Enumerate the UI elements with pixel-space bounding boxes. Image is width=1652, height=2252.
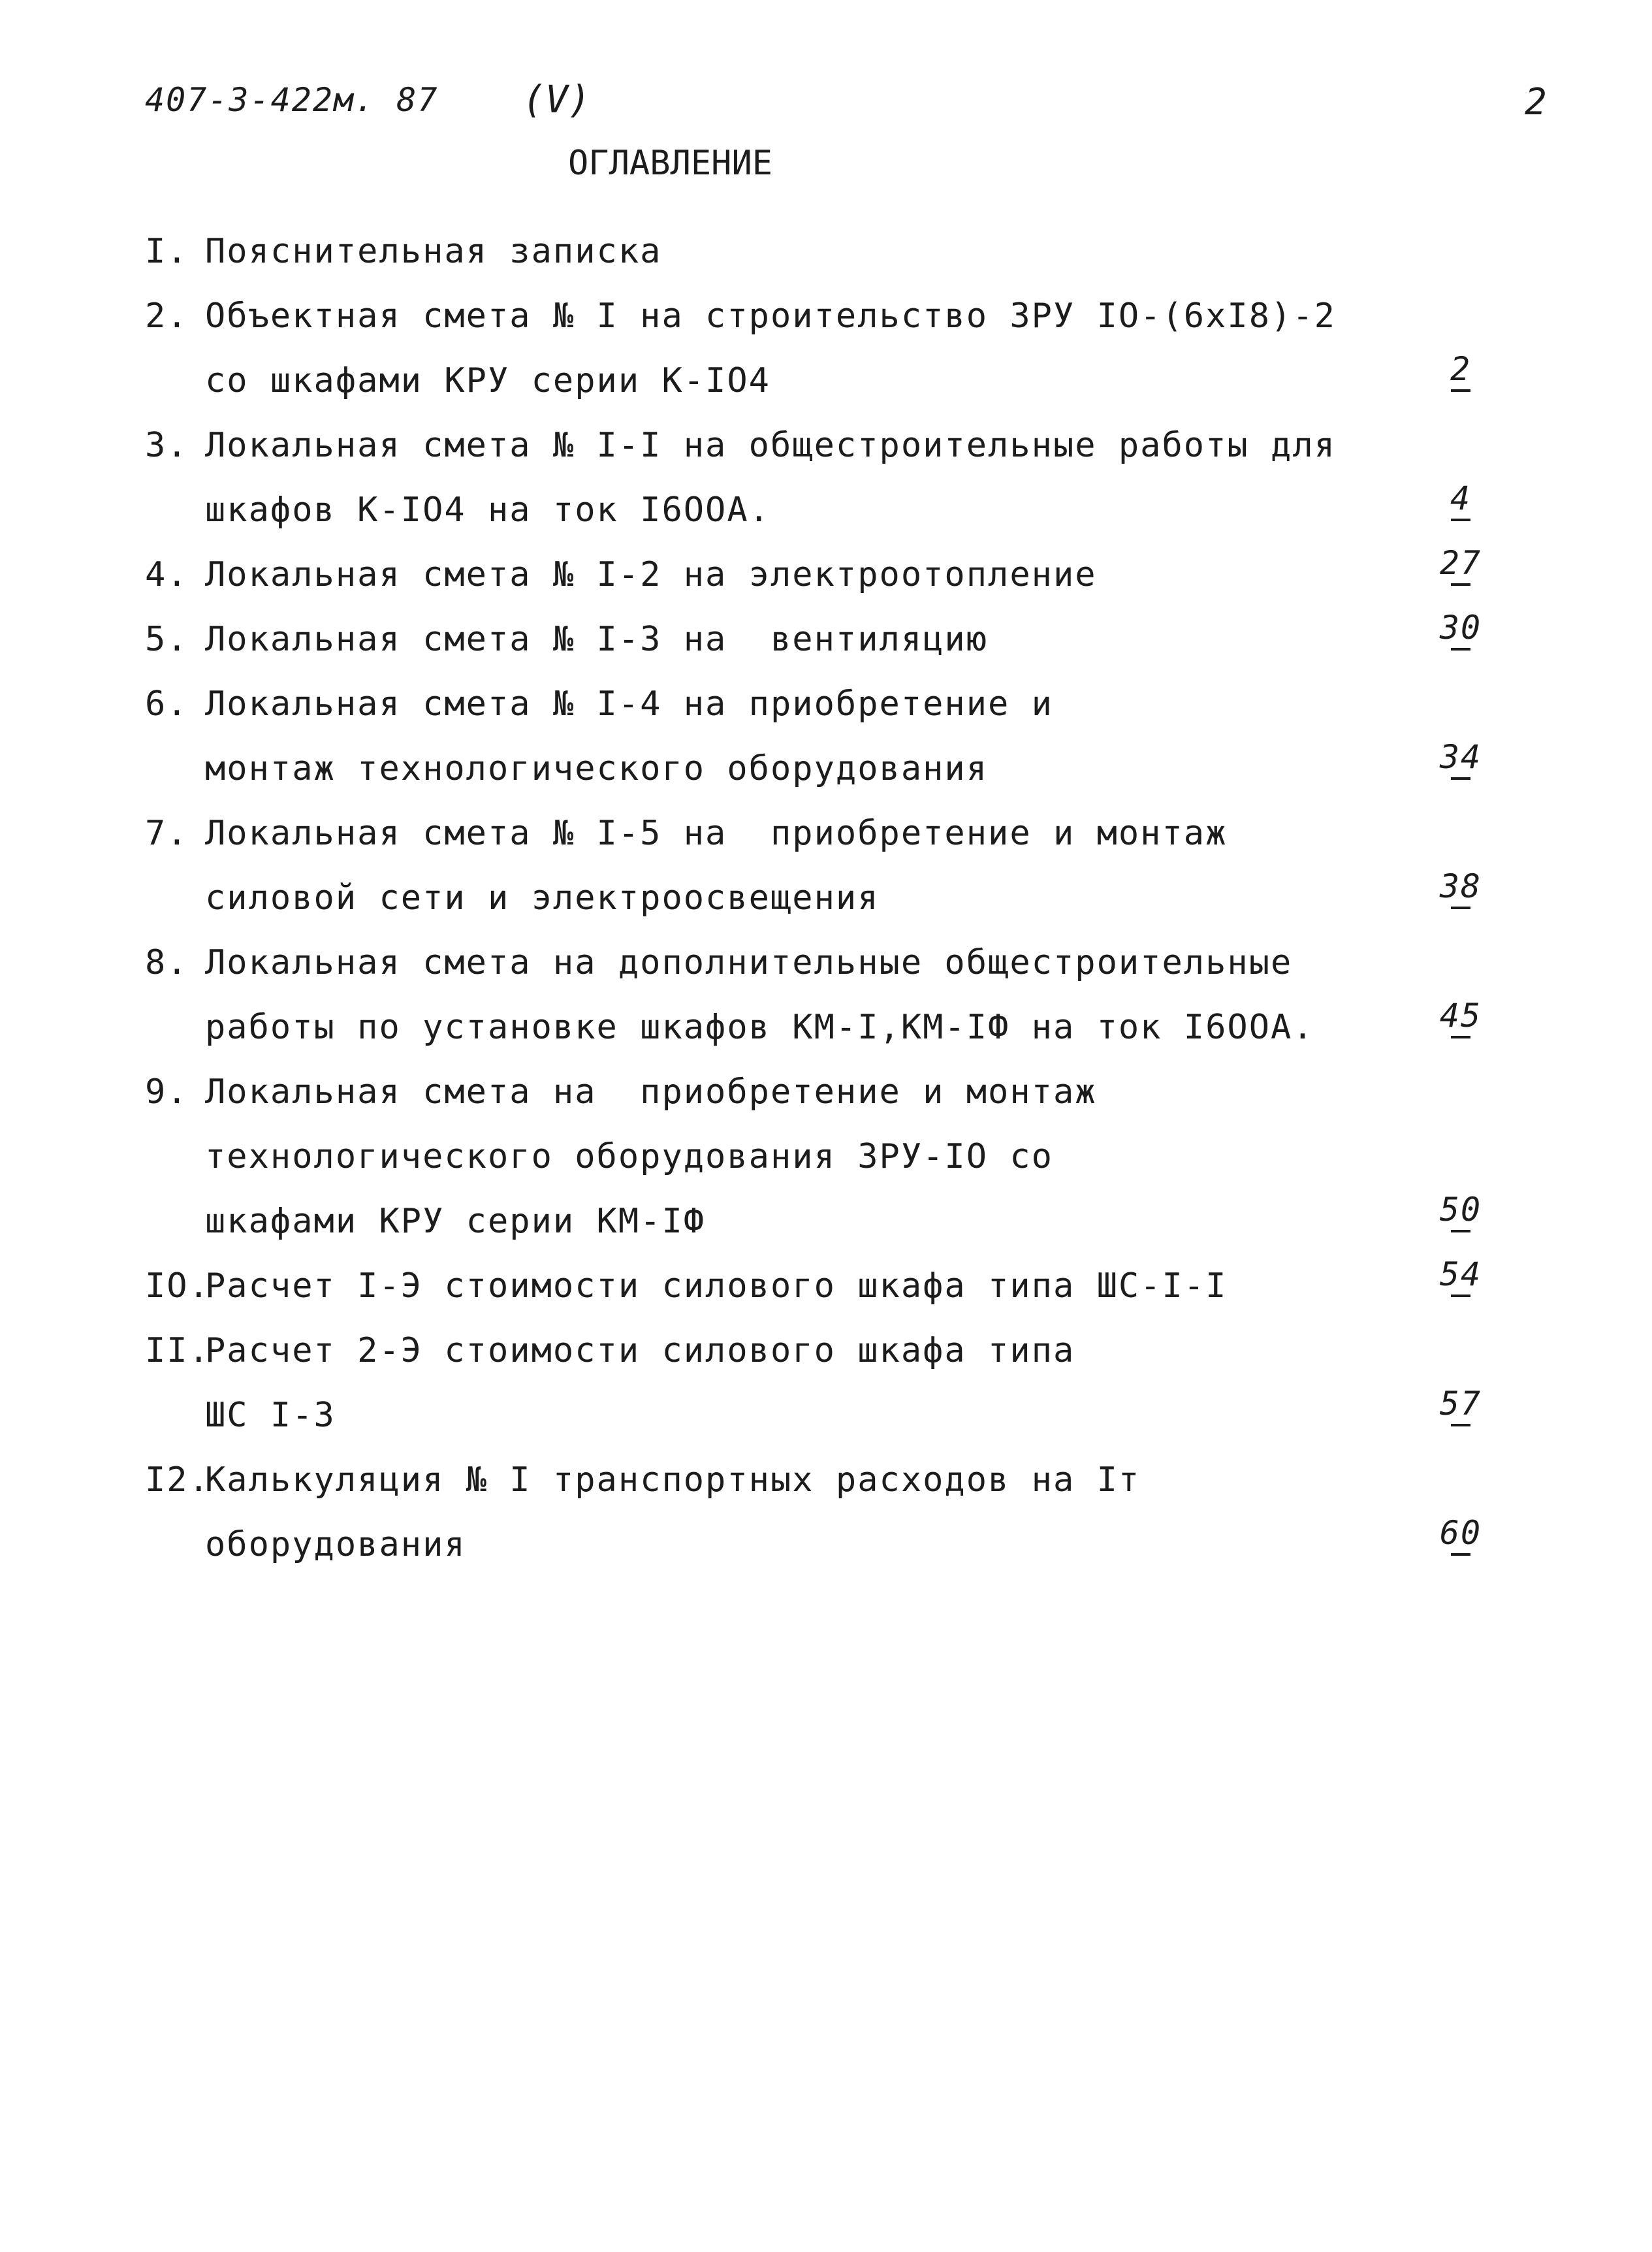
toc-entry-number: 6. (145, 684, 189, 724)
toc-entry-text: Локальная смета № I-3 на вентиляцию (205, 620, 989, 659)
toc-entry (145, 413, 1490, 543)
toc-entry-text: шкафов К-IO4 на ток I6OOA. (205, 491, 770, 530)
toc-entry (145, 284, 1490, 413)
toc-entry-text: Расчет 2-Э стоимости силового шкафа типа (205, 1331, 1075, 1370)
toc-page-number: 50 (1431, 1187, 1490, 1232)
toc-entry-line (145, 1254, 1490, 1319)
toc-entry (145, 801, 1490, 931)
toc-entry-line (145, 543, 1490, 607)
toc-entry-text: Локальная смета № I-5 на приобретение и монтаж (205, 814, 1228, 853)
toc-entry-text: Локальная смета № I-I на общестроительные работы для (205, 426, 1336, 465)
toc-page-number: 45 (1431, 993, 1490, 1038)
toc-page-number: 60 (1431, 1510, 1490, 1556)
toc-entry-number: IO. (145, 1266, 210, 1306)
toc-entry-line (145, 672, 1490, 737)
document-code: 407-3-422м. 87 (145, 81, 439, 119)
toc-entry-line (145, 1189, 1490, 1254)
toc-entry-text: Локальная смета на дополнительные общестроительные (205, 943, 1293, 982)
toc-entry-text: со шкафами КРУ серии К-IO4 (205, 361, 770, 400)
toc-entry (145, 1254, 1490, 1319)
toc-entry-text: ШС I-3 (205, 1396, 336, 1435)
toc-entry-line (145, 1125, 1490, 1189)
toc-entry (145, 1319, 1490, 1448)
toc-entry-line (145, 1060, 1490, 1125)
toc-page-number: 2 (1431, 346, 1490, 392)
toc-entry (145, 219, 1490, 284)
toc-page-number: 4 (1431, 475, 1490, 521)
toc-entry-line (145, 995, 1490, 1060)
toc-entry-line (145, 931, 1490, 995)
toc-entry-text: Пояснительная записка (205, 232, 662, 271)
toc-entry-line (145, 1513, 1490, 1577)
toc-entry-text: Расчет I-Э стоимости силового шкафа типа ШС-I-I (205, 1266, 1228, 1306)
toc-entry-line (145, 1383, 1490, 1448)
toc-entry (145, 1448, 1490, 1577)
toc-entry-text: монтаж технологического оборудования (205, 749, 989, 788)
toc-entry-number: 5. (145, 620, 189, 659)
toc-entry-number: I2. (145, 1460, 210, 1500)
toc-entry-number: 7. (145, 814, 189, 853)
toc-page-number: 57 (1431, 1381, 1490, 1426)
toc-entry-text: Локальная смета на приобретение и монтаж (205, 1072, 1097, 1112)
toc-entry-text: оборудования (205, 1525, 466, 1564)
toc-entry-number: II. (145, 1331, 210, 1370)
toc-entry-text: технологического оборудования ЗРУ-IO со (205, 1137, 1053, 1176)
toc-entry-line (145, 284, 1490, 349)
toc-entry-number: 4. (145, 555, 189, 594)
toc-entry-number: I. (145, 232, 189, 271)
toc-entry-line (145, 737, 1490, 801)
toc-entry-line (145, 607, 1490, 672)
toc-entry-text: Объектная смета № I на строительство ЗРУ IO-(6xI8)-2 (205, 297, 1336, 336)
toc-entry (145, 672, 1490, 801)
toc-entry (145, 543, 1490, 607)
document-mark: (V) (522, 77, 591, 121)
toc-title: ОГЛАВЛЕНИЕ (568, 144, 773, 183)
toc-entry-text: силовой сети и электроосвещения (205, 878, 880, 918)
toc-entry (145, 1060, 1490, 1254)
toc-entry-text: работы по установке шкафов КМ-I,КМ-IФ на ток I6OOA. (205, 1008, 1314, 1047)
toc-entry-line (145, 349, 1490, 413)
toc-entry-line (145, 1448, 1490, 1513)
page-number: 2 (1525, 81, 1547, 123)
toc-page-number: 34 (1431, 734, 1490, 780)
toc-entry-text: Локальная смета № I-2 на электроотопление (205, 555, 1097, 594)
toc-entry-number: 2. (145, 297, 189, 336)
toc-entry-line (145, 219, 1490, 284)
toc-page-number: 30 (1431, 605, 1490, 651)
toc-entry-text: Калькуляция № I транспортных расходов на Iт (205, 1460, 1141, 1500)
toc-entry-line (145, 866, 1490, 931)
toc-entry-line (145, 801, 1490, 866)
toc-entry-number: 3. (145, 426, 189, 465)
toc-entry-line (145, 1319, 1490, 1383)
toc-page-number: 38 (1431, 863, 1490, 909)
toc-entry-number: 9. (145, 1072, 189, 1112)
toc-entry (145, 607, 1490, 672)
toc-page-number: 27 (1431, 540, 1490, 586)
toc-page-number: 54 (1431, 1251, 1490, 1297)
toc-entry-line (145, 413, 1490, 478)
toc-entry-text: шкафами КРУ серии КМ-IФ (205, 1202, 706, 1241)
table-of-contents (145, 219, 1490, 1577)
toc-entry-number: 8. (145, 943, 189, 982)
toc-entry (145, 931, 1490, 1060)
toc-entry-line (145, 478, 1490, 543)
toc-entry-text: Локальная смета № I-4 на приобретение и (205, 684, 1053, 724)
